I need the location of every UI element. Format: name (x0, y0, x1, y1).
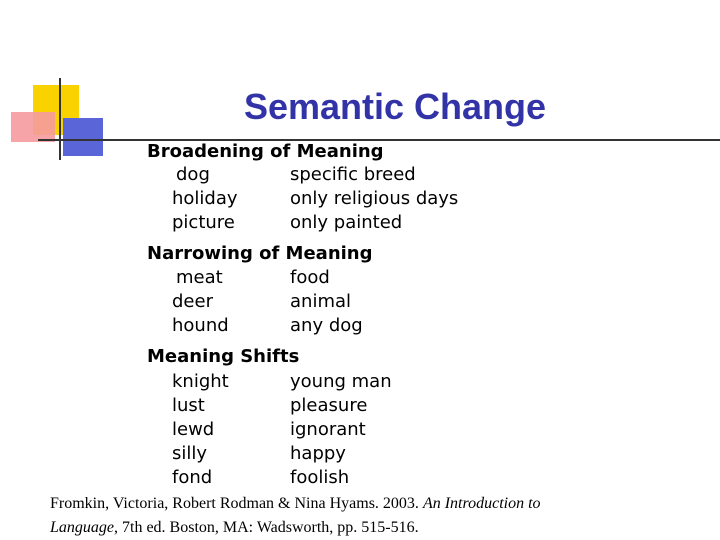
term-row (0, 467, 720, 491)
term-word: holiday (172, 188, 238, 209)
citation-title-part-a: An Introduction to (422, 495, 541, 512)
term-word: picture (172, 212, 235, 233)
term-meaning: specific breed (290, 164, 416, 185)
term-word: meat (176, 267, 223, 288)
term-row (0, 395, 720, 419)
term-word: silly (172, 443, 208, 464)
term-word: dog (176, 164, 210, 185)
term-word: deer (172, 291, 213, 312)
term-meaning: happy (290, 443, 346, 464)
term-row (0, 419, 720, 443)
citation-publisher: , 7th ed. Boston, MA: Wadsworth, pp. 515-516. (114, 519, 419, 536)
term-meaning: only religious days (290, 188, 459, 209)
citation-authors: Fromkin, Victoria, Robert Rodman & Nina Hyams. 2003. (50, 495, 423, 512)
term-word: lust (172, 395, 205, 416)
section-heading-meaning-shifts: Meaning Shifts (147, 346, 300, 367)
term-meaning: only painted (290, 212, 403, 233)
term-meaning: ignorant (290, 419, 366, 440)
section-heading-broadening: Broadening of Meaning (147, 141, 384, 162)
section-heading-narrowing: Narrowing of Meaning (147, 243, 373, 264)
citation (50, 492, 690, 540)
slide-title: Semantic Change (243, 86, 547, 127)
term-meaning: foolish (290, 467, 350, 488)
term-row (0, 291, 720, 315)
term-meaning: any dog (290, 315, 363, 336)
term-row (0, 164, 720, 188)
term-row (0, 443, 720, 467)
term-row (0, 315, 720, 339)
term-row (0, 267, 720, 291)
term-meaning: food (290, 267, 330, 288)
term-meaning: young man (290, 371, 392, 392)
citation-title-part-b: Language (50, 519, 114, 536)
term-row (0, 212, 720, 236)
term-meaning: animal (290, 291, 352, 312)
term-word: fond (172, 467, 213, 488)
term-word: knight (172, 371, 229, 392)
term-row (0, 188, 720, 212)
term-row (0, 371, 720, 395)
term-word: hound (172, 315, 229, 336)
term-word: lewd (172, 419, 215, 440)
term-meaning: pleasure (290, 395, 368, 416)
